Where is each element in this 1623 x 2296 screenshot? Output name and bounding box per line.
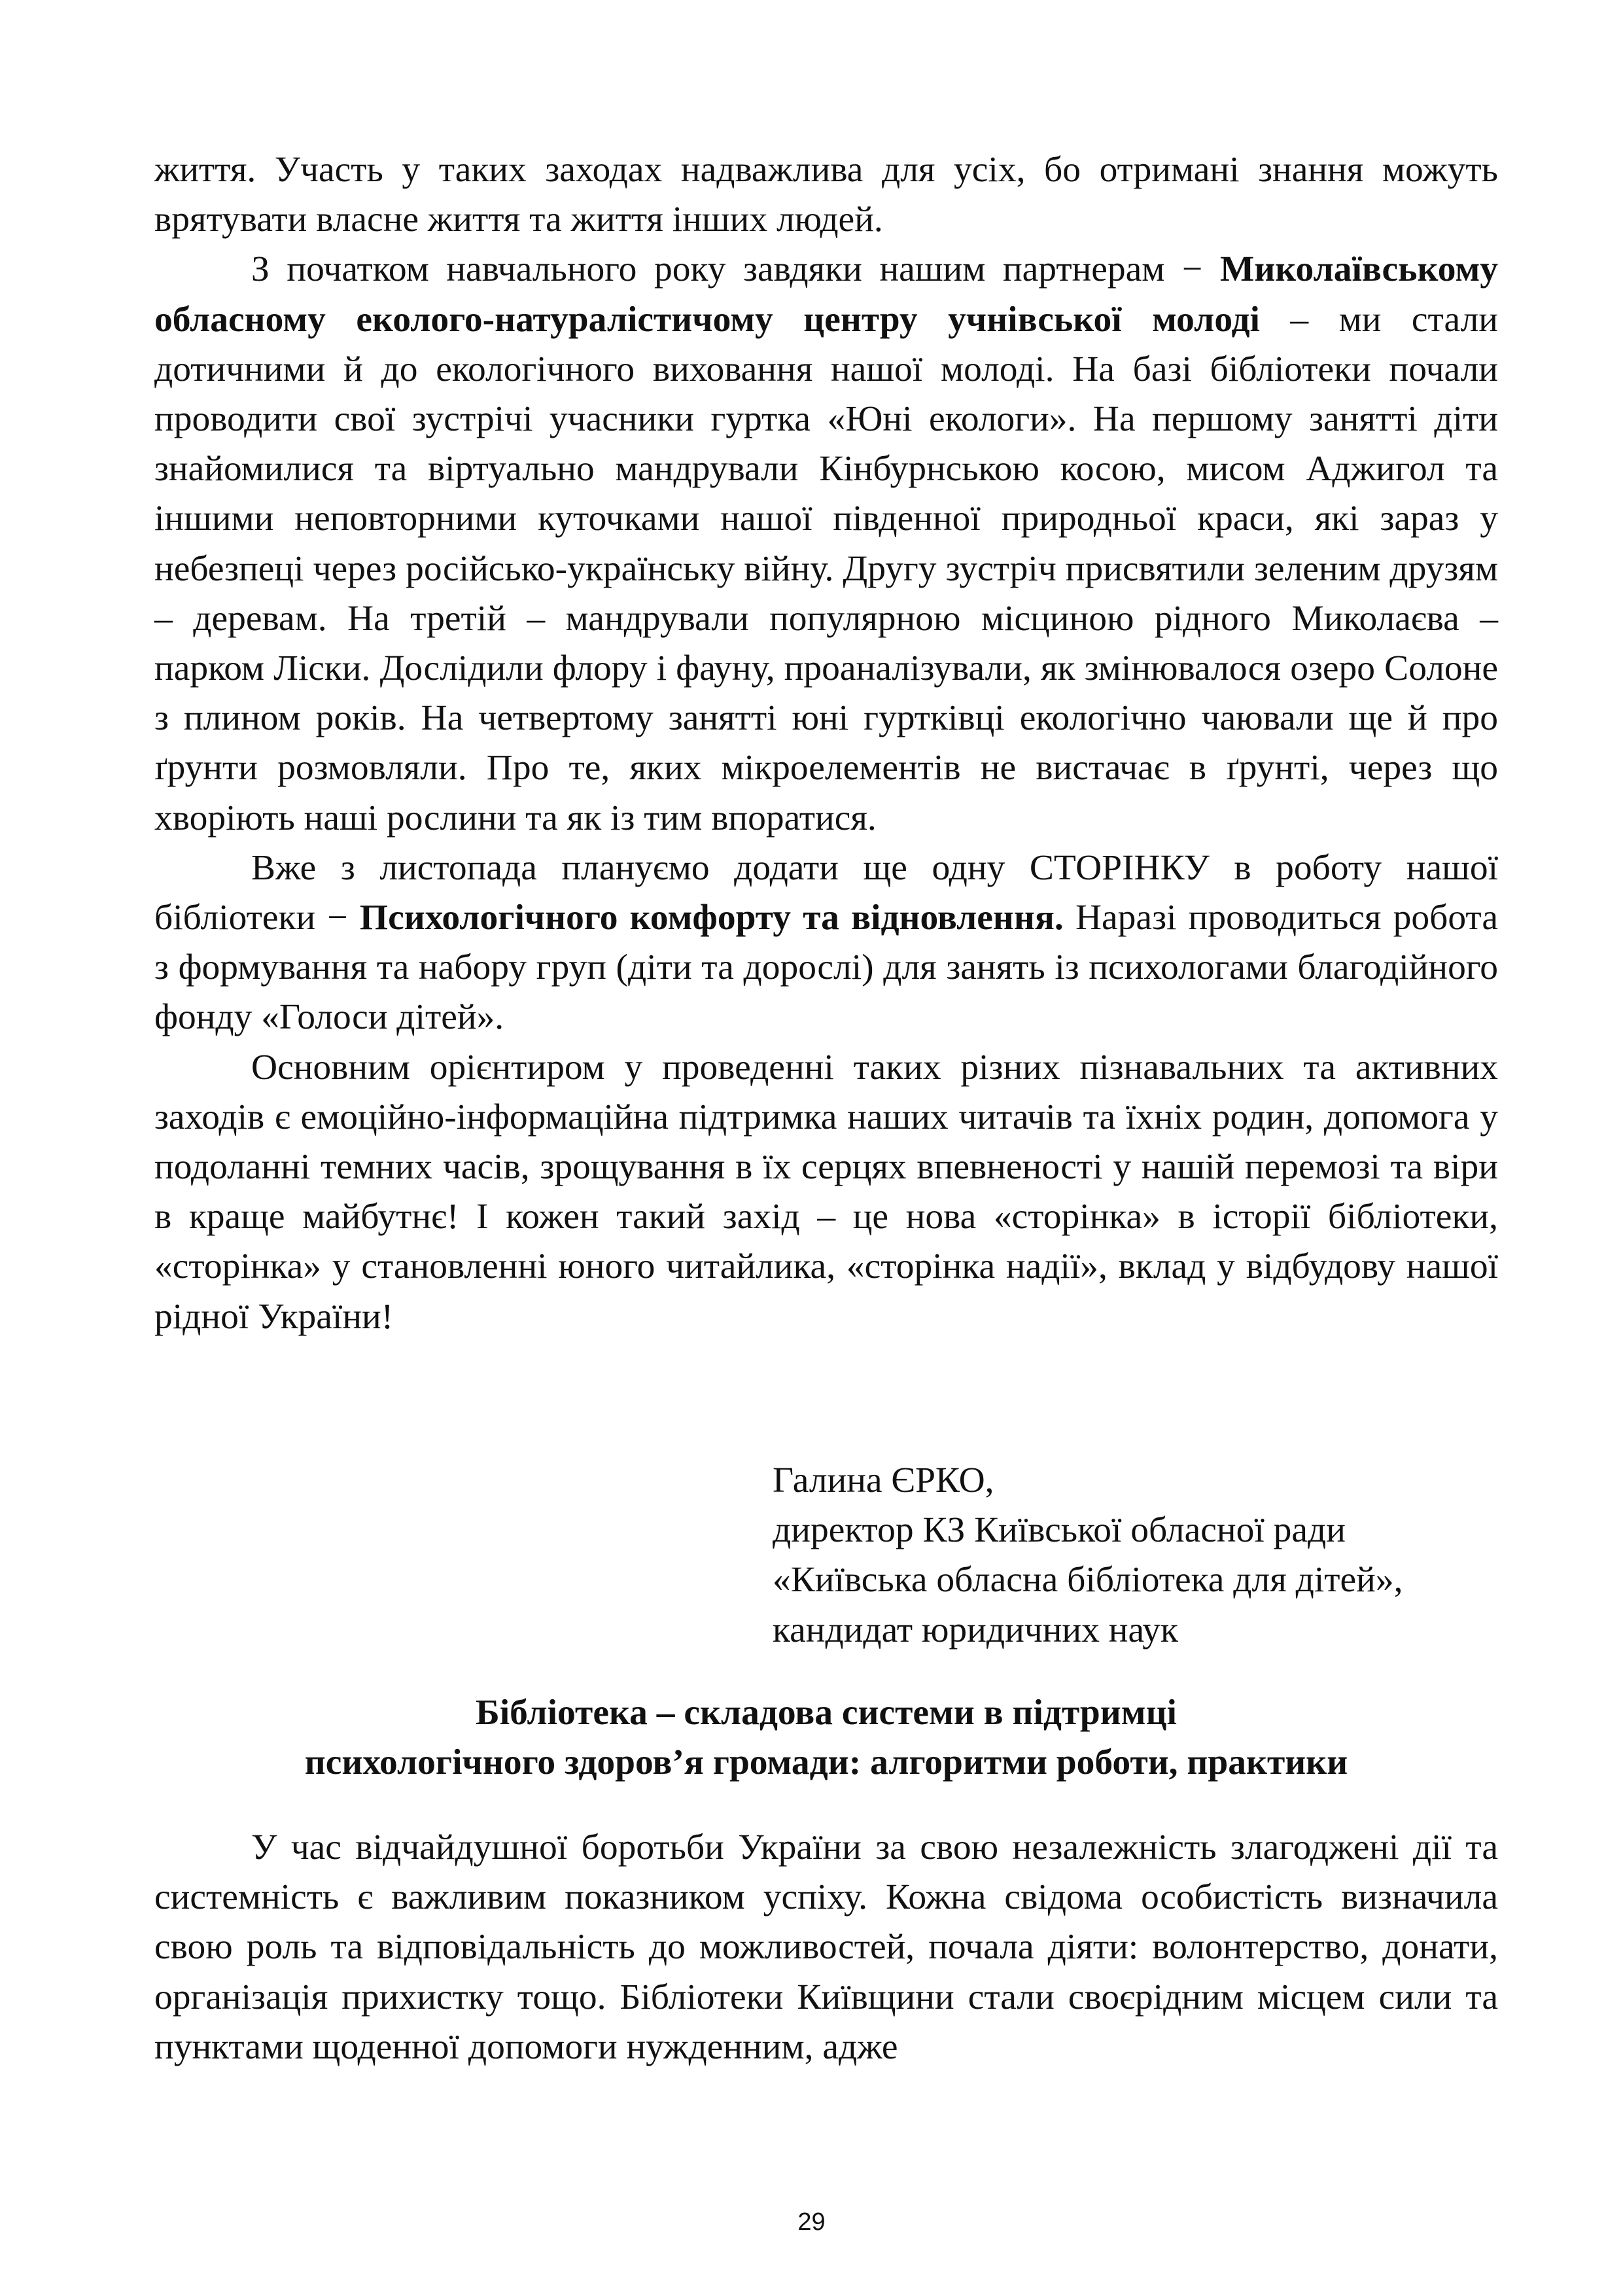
section-paragraph-text: У час відчайдушної боротьби України за свою незалежність злагоджені дії та системність є важливим показником успіху. Кожна свідома особистість визначила свою роль та відповідальність до можливостей, почала діяти: волонтерство, донати, організація прихистку тощо. Бібліотеки Київщини стали своєрідним місцем сили та пунктами щоденної допомоги нужденним, адже xyxy=(154,1828,1498,2067)
text-run: Основним орієнтиром у проведенні таких різних пізнавальних та активних заходів є емоційно-інформаційна підтримка наших читачів та їхніх родин, допомога у подоланні темних часів, зрощування в їх серцях впевненості у нашій перемозі та віри в краще майбутнє! І кожен такий захід – це нова «сторінка» в історії бібліотеки, «сторінка» у становленні юного читайлика, «сторінка надії», вклад у відбудову нашої рідної України! xyxy=(154,1047,1498,1337)
author-degree: кандидат юридичних наук xyxy=(773,1610,1178,1650)
text-run: Наразі проводиться робота з формування та набору груп (діти та дорослі) для занять із психологами благодійного фонду «Голоси дітей». xyxy=(154,898,1498,1038)
body-text xyxy=(154,145,1498,1342)
author-position-line-2: «Київська обласна бібліотека для дітей», xyxy=(773,1560,1403,1600)
paragraph-p3 xyxy=(154,843,1498,1043)
text-run: – ми стали дотичними й до екологічного виховання нашої молоді. На базі бібліотеки почали проводити свої зустрічі учасники гуртка «Юні екологи». На першому занятті діти знайомилися та віртуально мандрували Кінбурнською косою, мисом Аджигол та іншими неповторними куточками нашої південної природньої краси, які зараз у небезпеці через російсько-українську війну. Другу зустріч присвятили зеленим друзям – деревам. На третій – мандрували популярною місциною рідного Миколаєва – парком Ліски. Дослідили флору і фауну, проаналізували, як змінювалося озеро Солоне з плином років. На четвертому занятті юні гуртківці екологічно чаювали ще й про ґрунти розмовляли. Про те, яких мікроелементів не вистачає в ґрунті, через що хворіють наші рослини та як із тим впоратися. xyxy=(154,299,1498,838)
page-number: 29 xyxy=(797,2208,826,2236)
bold-run: Психологічного комфорту та відновлення. xyxy=(359,898,1064,938)
author-signature xyxy=(773,1456,1403,1655)
bold-run: Миколаївському обласному еколого-натуралістичому центру учнівської молоді xyxy=(154,249,1498,340)
author-name: Галина ЄРКО, xyxy=(773,1460,994,1500)
text-run: З початком навчального року завдяки нашим партнерам − xyxy=(251,249,1220,290)
section-paragraph xyxy=(154,1823,1498,2072)
text-run: Вже з листопада плануємо додати ще одну СТОРІНКУ в роботу нашої бібліотеки − xyxy=(154,847,1498,938)
paragraph-p2 xyxy=(154,245,1498,843)
paragraph-p4 xyxy=(154,1043,1498,1342)
paragraph-p1 xyxy=(154,145,1498,245)
section-heading xyxy=(154,1688,1498,1788)
section-heading-line-2: психологічного здоров’я громади: алгоритми роботи, практики xyxy=(304,1742,1348,1782)
text-run: життя. Участь у таких заходах надважлива для усіх, бо отримані знання можуть врятувати власне життя та життя інших людей. xyxy=(154,150,1498,240)
author-position-line-1: директор КЗ Київської обласної ради xyxy=(773,1510,1346,1551)
section-heading-line-1: Бібліотека – складова системи в підтримці xyxy=(476,1693,1177,1733)
